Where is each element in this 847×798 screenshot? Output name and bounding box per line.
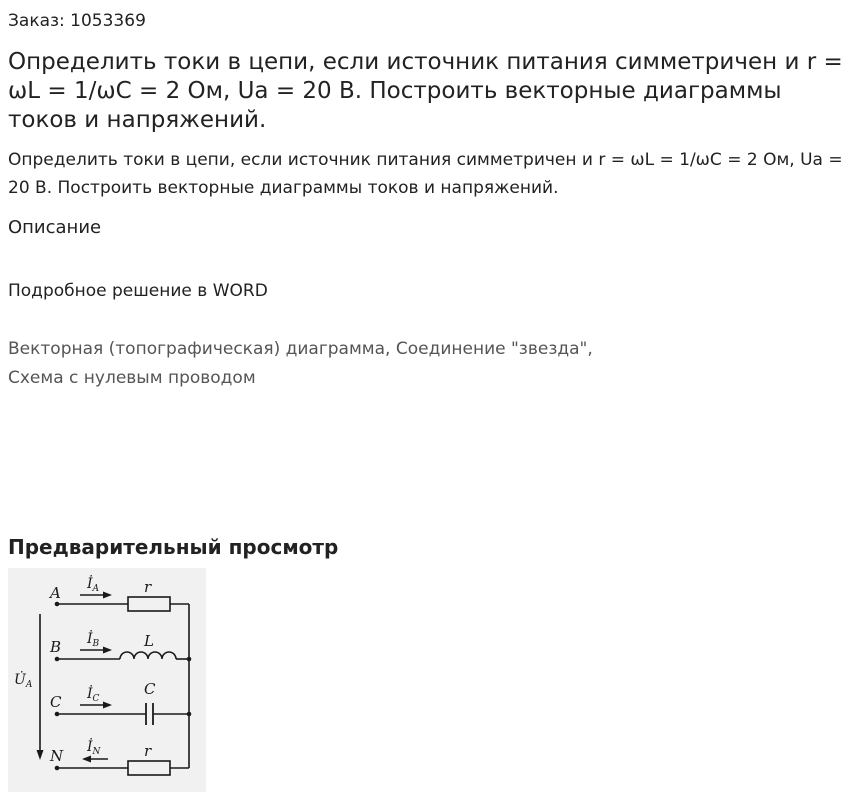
phase-label: A bbox=[50, 584, 61, 602]
phase-label: B bbox=[50, 638, 62, 656]
voltage-arrow-head bbox=[37, 750, 44, 760]
element-label: L bbox=[144, 632, 154, 650]
circuit-preview-image[interactable] bbox=[8, 568, 206, 792]
current-arrow-a-head bbox=[103, 592, 112, 599]
resistor-a bbox=[128, 597, 170, 611]
current-label: $İ_A$ bbox=[87, 576, 100, 594]
current-label: $İ_C$ bbox=[87, 686, 100, 704]
tag-list bbox=[8, 335, 844, 393]
phase-label: C bbox=[50, 693, 62, 711]
resistor-n bbox=[128, 761, 170, 775]
element-label: C bbox=[144, 680, 156, 698]
task-description: Определить токи в цепи, если источник питания симметричен и r = ωL = 1/ωC = 2 Ом, Ua = 20 В. Построить векторные диаграммы токов и напряжений. bbox=[8, 150, 843, 198]
junction-b bbox=[187, 657, 192, 662]
element-label: r bbox=[144, 742, 152, 760]
circuit-diagram bbox=[8, 568, 206, 792]
element-label: r bbox=[144, 578, 152, 596]
tag-separator: , bbox=[385, 339, 396, 359]
tag-link[interactable] bbox=[8, 368, 256, 388]
current-label: $İ_N$ bbox=[87, 739, 101, 757]
description-heading: Описание bbox=[8, 217, 102, 238]
tag-label: Соединение "звезда" bbox=[395, 339, 588, 359]
terminal-a bbox=[55, 602, 60, 607]
terminal-n bbox=[55, 766, 60, 771]
tag-link[interactable] bbox=[396, 339, 588, 359]
phase-label: N bbox=[50, 747, 64, 765]
tag-label: Схема с нулевым проводом bbox=[8, 368, 256, 388]
order-number: Заказ: 1053369 bbox=[8, 11, 146, 31]
voltage-label: $U̇_A$ bbox=[14, 672, 33, 690]
tag-label: Векторная (топографическая) диаграмма bbox=[8, 339, 386, 359]
current-arrow-c-head bbox=[103, 702, 112, 709]
terminal-b bbox=[55, 657, 60, 662]
current-label: $İ_B$ bbox=[87, 631, 100, 649]
page-title: Определить токи в цепи, если источник питания симметричен и r = ωL = 1/ωC = 2 Ом, Ua = 20 В. Построить векторные диаграммы токов и напряжений. bbox=[8, 49, 843, 133]
current-arrow-b-head bbox=[103, 647, 112, 654]
solution-format-note: Подробное решение в WORD bbox=[8, 281, 268, 301]
preview-heading: Предварительный просмотр bbox=[8, 535, 339, 559]
tag-separator: , bbox=[587, 339, 593, 359]
current-arrow-n-head bbox=[82, 756, 91, 763]
junction-c bbox=[187, 712, 192, 717]
tag-link[interactable] bbox=[8, 339, 385, 359]
terminal-c bbox=[55, 712, 60, 717]
inductor-b bbox=[120, 652, 176, 659]
